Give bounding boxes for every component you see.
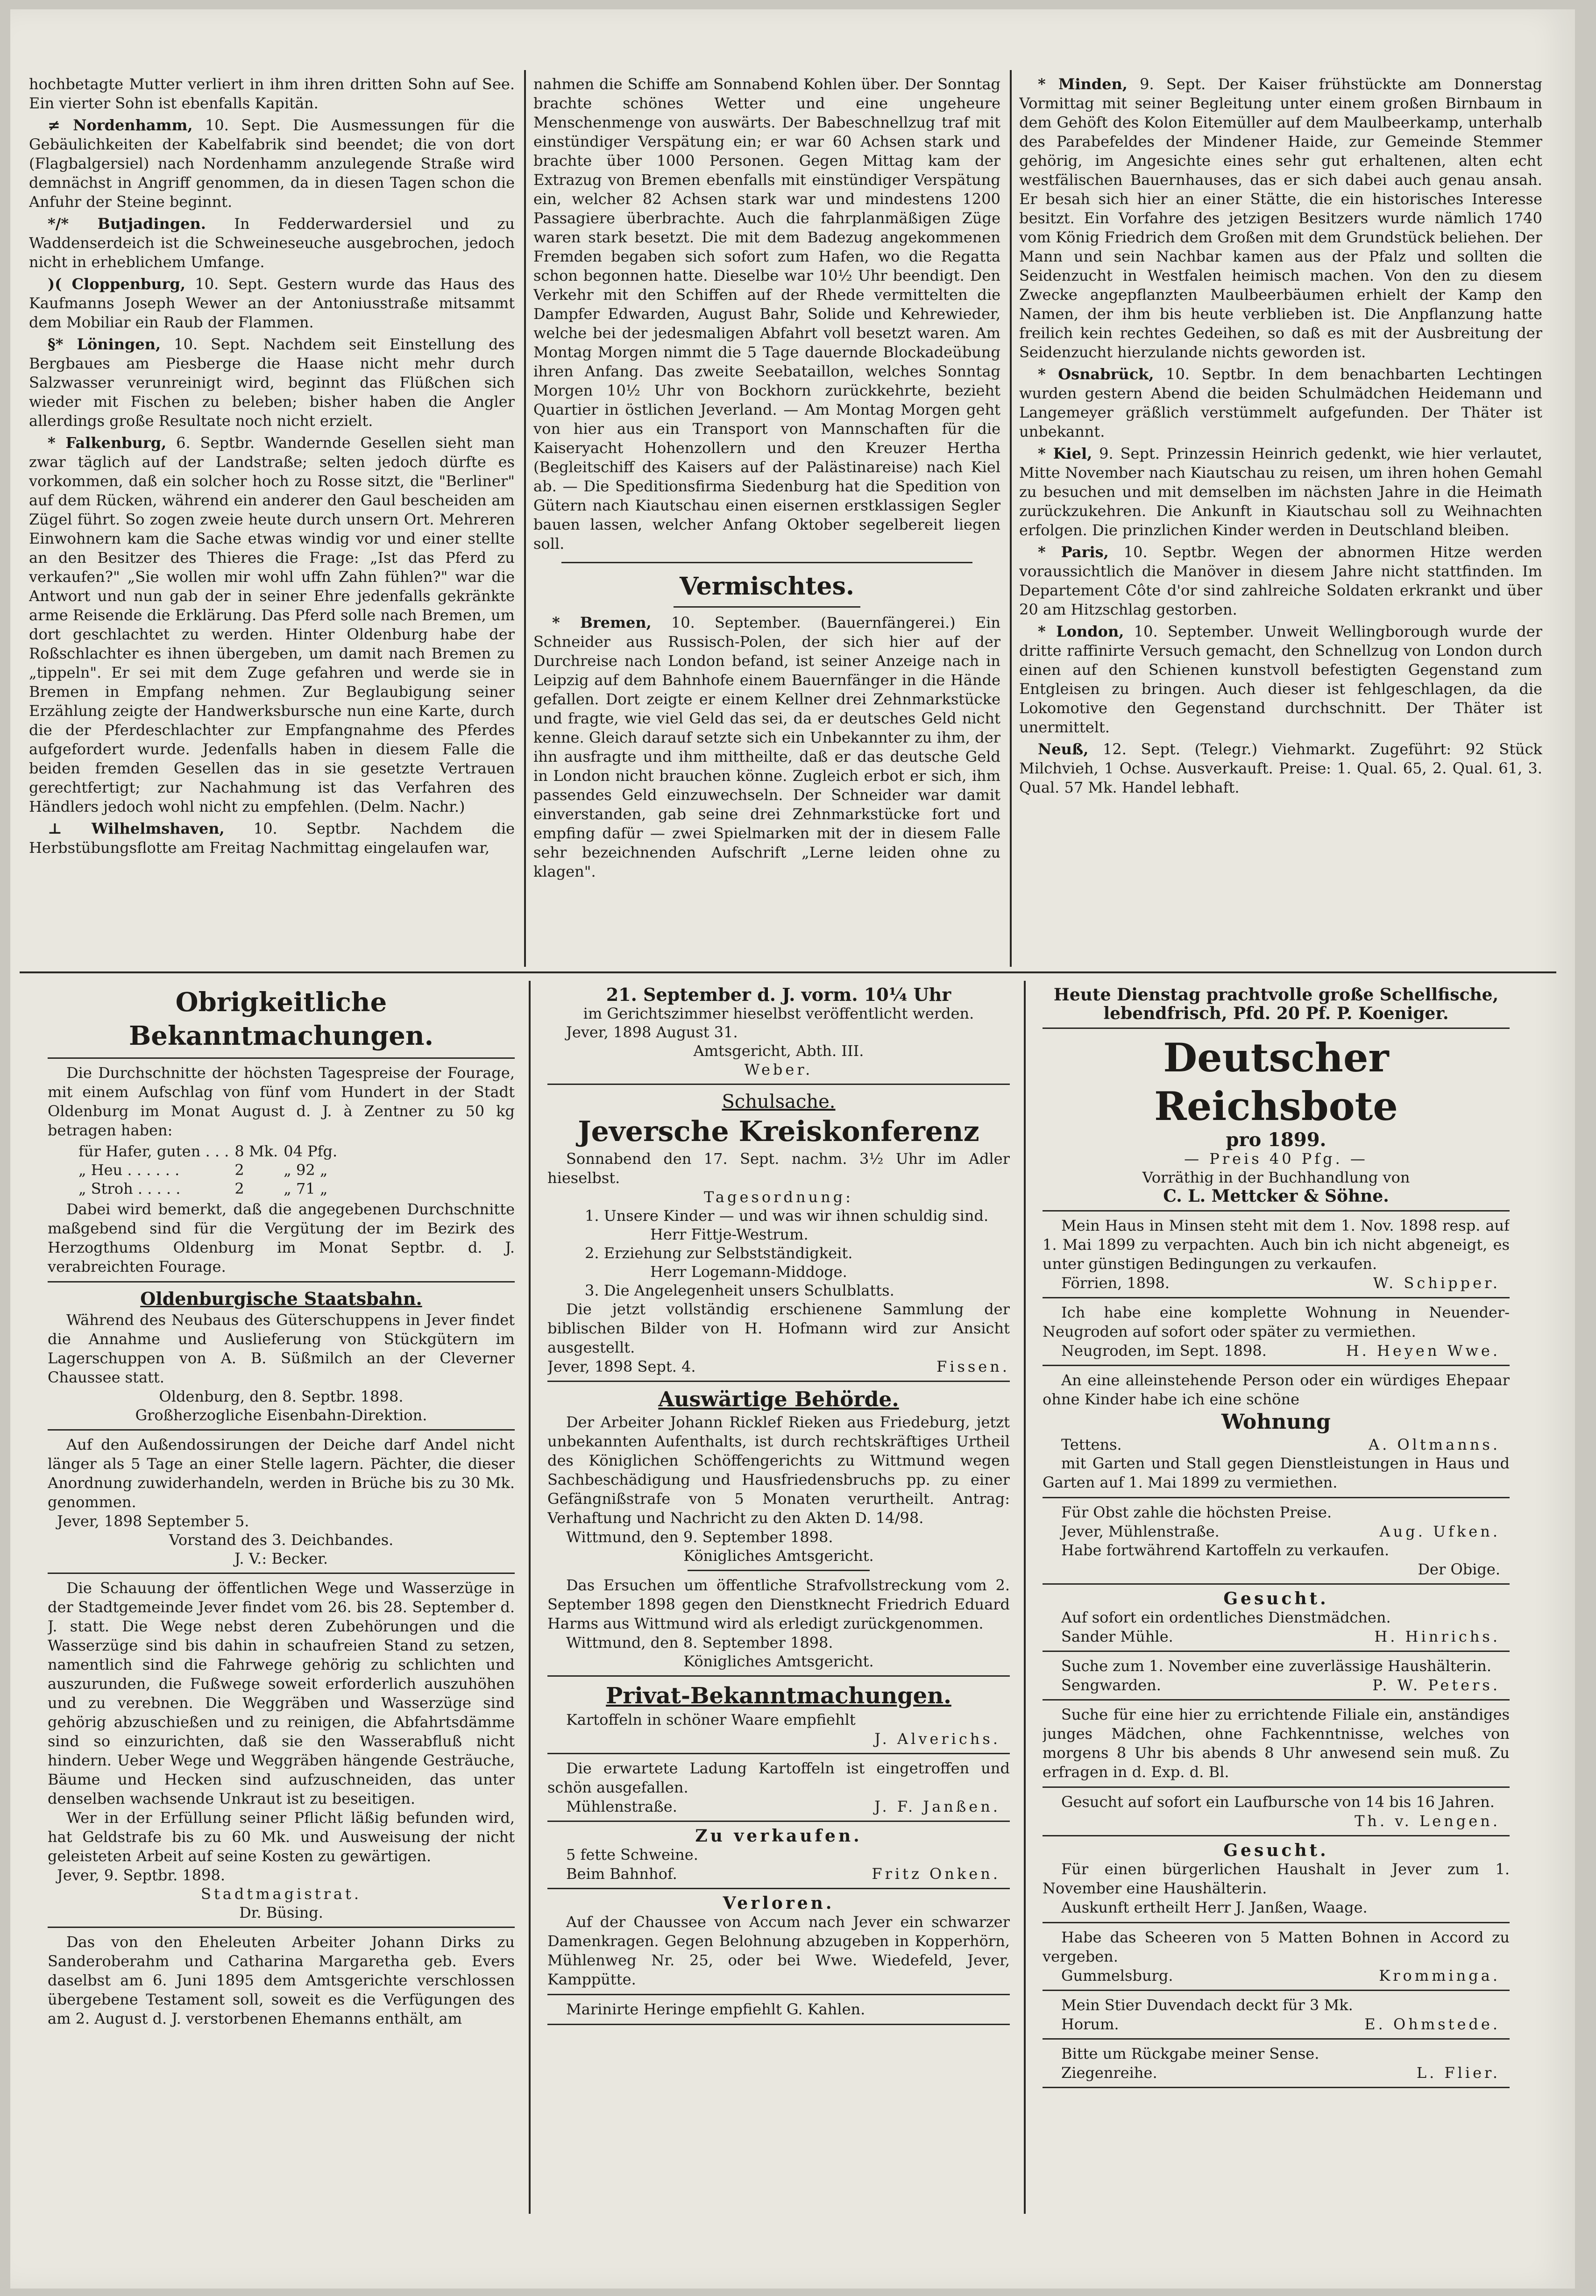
news-item [29,275,515,332]
news-item-place: * Kiel, [1038,445,1092,462]
divider [1043,2087,1510,2088]
ad-place: Förrien, 1898. [1061,1274,1170,1292]
divider [547,2024,1010,2025]
news-item-text: 6. Septbr. Wandernde Gesellen sieht man zwar täglich auf der Landstraße; selten jedoch dürfte es vorkommen, daß ein solcher hoch zu Rosse sitzt, die "Berliner" auf dem Rücken, während ein anderer den Gaul bescheiden am Zügel führt. So zogen zweie heute durch unsern Ort. Mehreren Einwohnern kam die Sache etwas windig vor und einer stellte an den Besitzer des Thieres die Frage: „Ist das Pferd zu verkaufen?" „Sie wollen mir wohl uffn Zahn fühlen?" war die Antwort und nun gab der in seiner Ehre jedenfalls gekränkte arme Reisende die Erklärung. Das Pferd solle nach Bremen, um dort geschlachtet zu werden. Hinter Oldenburg habe der Roßschlachter es ihnen übergeben, um damit nach Bremen zu „tippeln". Er sei mit dem Zuge gefahren und werde sie in Bremen in Empfang nehmen. Zur Beglaubigung seiner Erzählung zeigte der Handwerksbursche nun eine Karte, durch die der Pferdeschlachter zur Empfangnahme des Pferdes aufgefordert wurde. Jedenfalls haben in diesem Falle die beiden fremden Gesellen das in sie gesetzte Vertrauen gerechtfertigt; zur Nachahmung ist das Verfahren des Händlers jedoch wohl nicht zu empfehlen. (Delm. Nachr.) [29,434,515,815]
agenda-item: Herr Fittje-Westrum. [650,1226,809,1243]
ad-title: Zu verkaufen. [695,1826,862,1846]
divider [48,1429,515,1431]
classified-ad [1043,1657,1510,1694]
news-item-place: * London, [1038,623,1124,640]
divider [1043,1922,1510,1923]
classified-ads [1043,1216,1510,2088]
ad-title: Gesucht. [1223,1841,1329,1860]
price-cell: 04 Pfg. [284,1142,338,1160]
divider [48,1573,515,1574]
classified-ad [1043,1793,1510,1830]
news-item-text: 10. Sept. Nachdem seit Einstellung des Bergbaues am Piesberge die Haase nicht mehr durch Salzwasser verunreinigt wird, beginnt das Flüßchen sich wieder mit Fischen zu beleben; bisher haben die Angler allerdings große Resultate noch nicht erzielt. [29,335,515,430]
ad-signature-line [1043,1966,1510,1985]
news-item [29,116,515,212]
classified-ad [1043,2044,1510,2082]
divider [1043,1699,1510,1701]
reichsbote-availability: Vorräthig in der Buchhandlung von [1142,1169,1410,1186]
ad-place: Tettens. [1061,1436,1122,1453]
news-column-1 [29,75,515,962]
reichsbote-price: — Preis 40 Pfg. — [1184,1150,1368,1168]
right-ads-column [1043,985,1510,2275]
agenda-item: 1. Unsere Kinder — und was wir ihnen schuldig sind. [585,1207,989,1225]
ad-place: Gummelsburg. [1061,1967,1173,1984]
middle-ads-column [547,985,1010,2275]
ad-text: Habe das Scheeren von 5 Matten Bohnen in Accord zu vergeben. [1043,1928,1510,1965]
ad-signature: W. Schipper. [1373,1274,1500,1292]
news-item-text: 10. Septbr. Wegen der abnormen Hitze werden voraussichtlich die Manöver in diesem Jahre nicht stattfinden. Im Departement Côte d'or sind zahlreiche Soldaten erkrankt und über 20 am Hitzschlag gestorben. [1019,543,1542,618]
ad-text: Ich habe eine komplette Wohnung in Neuender-Neugroden auf sofort oder später zu vermiethen. [1043,1304,1510,1340]
agenda-item: Herr Logemann-Middoge. [650,1263,847,1281]
news-item-place: §* Löningen, [48,335,161,353]
ad-place: Horum. [1061,2015,1119,2033]
fourage-intro: Die Durchschnitte der höchsten Tagespreise der Fourage, mit einem Aufschlag von fünf vom Hundert in der Stadt Oldenburg im Monat August d. J. à Zentner zu 50 kg betragen haben: [48,1064,515,1139]
price-cell: 2 [234,1180,244,1198]
staatsbahn-signature: Großherzogliche Eisenbahn-Direktion. [135,1406,427,1424]
reichsbote-ad [1043,1034,1510,1205]
divider [547,1084,1010,1085]
schauung-signature-2: Dr. Büsing. [239,1904,323,1921]
ad-text: Mein Haus in Minsen steht mit dem 1. Nov. 1898 resp. auf 1. Mai 1899 zu verpachten. Auch bin ich nicht abgeneigt, es unter günstigen Bedingungen zu verkaufen. [1043,1217,1510,1273]
news-item [1019,543,1542,619]
testament-signature-2: Weber. [744,1061,813,1078]
ad-signature: L. Flier. [1416,2064,1500,2082]
column-rule [524,70,526,967]
divider [674,606,860,608]
divider [48,1057,515,1059]
column-rule [1024,981,1026,2214]
divider [561,562,972,563]
ad-title: Gesucht. [1223,1589,1329,1609]
column-rule [529,981,531,2214]
newspaper-page [10,9,1575,2289]
classified-ad [547,1894,1010,1989]
ad-signature-2: Der Obige. [1418,1560,1500,1578]
divider [1043,1835,1510,1836]
auswaertige-title: Auswärtige Behörde. [658,1388,899,1411]
news-item-text: nahmen die Schiffe am Sonnabend Kohlen über. Der Sonntag brachte schönes Wetter und eine ungeheure Menschenmenge von auswärts. Der Babeschnellzug traf mit einstündiger Verspätung ein; er war 60 Achsen stark und brachte über 1000 Personen. Gegen Mittag kam der Extrazug von Bremen ebenfalls mit einstündiger Verspätung ein, welcher 82 Achsen stark war und mindestens 1200 Passagiere überbrachte. Auch die fahrplanmäßigen Züge waren stark besetzt. Die mit dem Badezug angekommenen Fremden begaben sich sofort zum Hafen, wo die Regatta schon begonnen hatte. Dieselbe war 10½ Uhr beendigt. Den Verkehr mit den Schiffen auf der Rhede vermittelten die Dampfer Edwarden, August Bahr, Solide und Kehrewieder, welche bei der jedesmaligen Abfahrt voll besetzt waren. Am Montag Morgen nimmt die 5 Tage dauernde Blockadeübung ihren Anfang. Das zweite Seebataillon, welches Sonntag Morgen 10½ Uhr von Bockhorn zurückkehrte, bezieht Quartier in östlichen Jeverland. — Am Montag Morgen geht von hier aus ein Transport von Mannschaften für die Kaiseryacht Hohenzollern und den Kreuzer Hertha (Begleitschiff des Kaisers auf der Palästinareise) nach Kiel ab. — Die Speditionsfirma Siedenburg hat die Spedition von Gütern nach Kiautschau einen eisernen erstklassigen Segler bauen lassen, welcher Anfang Oktober segelbereit liegen soll. [533,75,1000,553]
schellfisch-signature: P. Koeniger. [1336,1004,1449,1023]
reichsbote-title: Deutscher Reichsbote [1154,1035,1398,1129]
divider [547,1821,1010,1822]
kreiskonferenz-intro: Sonnabend den 17. Sept. nachm. 3½ Uhr im Adler hieselbst. [547,1150,1010,1187]
divider [48,1927,515,1928]
news-item-text: 10. Sept. Die Ausmessungen für die Gebäulichkeiten der Kabelfabrik sind beendet; die von dort (Flagbalgersiel) nach Nordenhamm anzulegende Straße wird demnächst in Angriff genommen, da in diesen Tagen schon die Anfuhr der Steine beginnt. [29,116,515,211]
ad-text-2: mit Garten und Stall gegen Dienstleistungen in Haus und Garten auf 1. Mai 1899 zu vermiethen. [1043,1454,1510,1491]
obrig-column [48,985,515,2275]
classified-ad [1043,1371,1510,1492]
schulsache-title: Schulsache. [722,1091,836,1113]
auswaertige-text: Der Arbeiter Johann Ricklef Rieken aus Friedeburg, jetzt unbekannten Aufenthalts, ist durch rechtskräftiges Urtheil des Königlichen Schöffengerichts zu Wittmund wegen Sachbeschädigung und Hausfriedensbruchs pp. zu einer Gefängnißstrafe von 5 Monaten verurtheilt. Antrag: Verhaftung und Nachricht zu den Akten D. 14/98. [547,1413,1010,1527]
price-cell: „ Stroh . . . . . [78,1180,181,1198]
price-cell: „ 71 „ [284,1180,328,1198]
ad-signature: Kromminga. [1379,1967,1500,1984]
news-item-place: ⊥ Wilhelmshaven, [48,820,225,837]
classified-ad [547,1710,1010,1748]
tagesordnung-title: Tagesordnung: [704,1188,853,1206]
news-column-3 [1019,75,1542,962]
signature-line [547,1357,1010,1376]
ad-signature-line [547,1864,1010,1883]
ad-place: Sengwarden. [1061,1676,1161,1694]
ad-signature: H. Heyen Wwe. [1346,1342,1500,1360]
ad-text: Bitte um Rückgabe meiner Sense. [1061,2045,1319,2062]
classified-ad [1043,1996,1510,2034]
privat-title: Privat-Bekanntmachungen. [606,1683,951,1709]
price-row [76,1142,340,1161]
price-cell: 2 [234,1161,244,1179]
ad-text: Für Obst zahle die höchsten Preise. [1061,1503,1332,1521]
divider [1043,1297,1510,1298]
ad-text: Mein Stier Duvendach deckt für 3 Mk. [1061,1996,1353,2014]
ersuchen-signature: Königliches Amtsgericht. [683,1652,874,1670]
news-item-text: 12. Sept. (Telegr.) Viehmarkt. Zugeführt: 92 Stück Milchvieh, 1 Ochse. Ausverkauft. Preise: 1. Qual. 65, 2. Qual. 61, 3. Qual. 57 Mk. Handel lebhaft. [1019,740,1542,796]
news-item-text: hochbetagte Mutter verliert in ihm ihren dritten Sohn auf See. Ein vierter Sohn ist ebenfalls Kapitän. [29,75,515,112]
ad-text: Für einen bürgerlichen Haushalt in Jever zum 1. November eine Haushälterin. [1043,1860,1510,1897]
ad-signature: H. Hinrichs. [1374,1628,1500,1645]
agenda-item: 2. Erziehung zur Selbstständigkeit. [585,1244,853,1262]
news-item [1019,75,1542,362]
divider [1043,1210,1510,1212]
news-item [1019,444,1542,540]
fourage-outro: Dabei wird bemerkt, daß die angegebenen Durchschnitte maßgebend sind für die Vergütung der im Bezirk des Herzogthums Oldenburg im Monat Septbr. d. J. verabreichten Fourage. [48,1200,515,1276]
ad-signature-line [547,1797,1010,1816]
testament-date-line: 21. September d. J. vorm. 10¼ Uhr [606,985,951,1005]
news-item-text: 10. September. (Bauernfängerei.) Ein Schneider aus Russisch-Polen, der sich hier auf der Durchreise nach London befand, ist seiner Anzeige nach in Leipzig auf dem Bahnhofe einem Bauernfänger in die Hände gefallen. Dort zeigte er einem Kellner drei Zehnmarkstücke und fragte, wie viel Geld das sei, da er deutsches Geld nicht kenne. Gleich darauf setzte sich ein Unbekannter zu ihm, der ihn ausfragte und ihm mittheilte, daß er das deutsche Geld in London nicht brauchen könne. Zugleich erbot er sich, ihm passendes Geld einzuwechseln. Der Schneider war damit einverstanden, gab seine drei Zehnmarkstücke fort und empfing dafür — zwei Spielmarken mit der in diesem Falle sehr bezeichnenden Aufschrift „Lerne leiden ohne zu klagen". [533,614,1000,880]
schauung-text: Die Schauung der öffentlichen Wege und Wasserzüge in der Stadtgemeinde Jever findet vom 26. bis 28. September d. J. statt. Die Wege nebst deren Zubehörungen und die Wasserzüge sind bis dahin in schaufreien Stand zu setzen, namentlich sind die Fahrwege gehörig zu schlichten und auszurunden, die Fußwege soweit erforderlich auszuhöhen und zu verebnen. Die Weggräben und Wasserzüge sind gehörig abzuschießen und zu reinigen, die Abfahrtsdämme sind so einzurichten, daß sie den Wasserabfluß nicht hindern. Ueber Wege und Weggräben hängende Gesträuche, Bäume und Hecken sind aufzuschneiden, das unter denselben wachsende Unkraut ist zu beseitigen. [48,1579,515,1807]
news-item-text: In Fedderwardersiel und zu Waddenserdeich ist die Schweineseuche ausgebrochen, jedoch nicht in erheblichem Umfange. [29,215,515,271]
classified-ad [1043,1928,1510,1985]
ersuchen-text: Das Ersuchen um öffentliche Strafvollstreckung vom 2. September 1898 gegen den Dienstknecht Friedrich Eduard Harms aus Wittmund wird als erledigt zurückgenommen. [547,1576,1010,1632]
news-item-place: * Paris, [1038,543,1109,561]
ad-title: Wohnung [1221,1410,1331,1434]
staatsbahn-text: Während des Neubaus des Güterschuppens in Jever findet die Annahme und Auslieferung von Stückgütern im Lagerschuppen von A. B. Süßmilch an der Cleverner Chaussee statt. [48,1311,515,1386]
deich-signature: Vorstand des 3. Deichbandes. [169,1531,394,1549]
ad-signature-line [1043,1627,1510,1646]
divider [547,1675,1010,1677]
news-column-2 [533,75,1000,962]
news-item-place: ≠ Nordenhamm, [48,116,193,134]
price-cell: „ Heu . . . . . . [78,1161,180,1179]
ad-place: Mühlenstraße. [566,1798,677,1815]
vermischtes-title: Vermischtes. [679,572,855,601]
divider [1043,1786,1510,1788]
divider [1043,2038,1510,2040]
obrig-title: Obrigkeitliche Bekanntmachungen. [128,987,434,1051]
ad-text: Auf sofort ein ordentliches Dienstmädchen. [1061,1609,1391,1626]
staatsbahn-title: Oldenburgische Staatsbahn. [140,1288,422,1309]
deich-signature-2: J. V.: Becker. [234,1550,328,1567]
ad-text-2: Habe fortwährend Kartoffeln zu verkaufen. [1061,1541,1390,1559]
price-row [76,1161,340,1179]
staatsbahn-date: Oldenburg, den 8. Septbr. 1898. [159,1388,404,1405]
kreiskonferenz-note: Die jetzt vollständig erschienene Sammlung der biblischen Bilder von H. Hofmann wird zur Ansicht ausgestellt. [547,1300,1010,1356]
agenda-item: 3. Die Angelegenheit unsers Schulblatts. [585,1282,894,1299]
price-row [76,1179,340,1198]
price-cell: für Hafer, guten . . . [78,1142,229,1160]
kreiskonferenz-notice [547,1090,1010,1376]
news-item-place: )( Cloppenburg, [48,275,185,293]
ad-signature-line [547,1729,1010,1748]
ad-signature-line [1043,1812,1510,1830]
ad-text: Die erwartete Ladung Kartoffeln ist eingetroffen und schön ausgefallen. [547,1759,1010,1796]
news-item-text: 10. Sept. Gestern wurde das Haus des Kaufmanns Joseph Wewer an der Antoniusstraße mitsammt dem Mobiliar ein Raub der Flammen. [29,275,515,331]
news-item-text: 10. Septbr. Nachdem die Herbstübungsflotte am Freitag Nachmittag eingelaufen war, [29,820,515,857]
divider [547,1888,1010,1889]
testament-notice [48,1933,515,2028]
divider [1043,1365,1510,1366]
ad-text: Suche für eine hier zu errichtende Filiale ein, anständiges junges Mädchen, ohne Fachkenntnisse, welches von morgens 8 Uhr bis abends 8 Uhr anwesend sein muß. Zu erfragen in d. Exp. d. Bl. [1043,1706,1510,1781]
ad-title: Verloren. [723,1893,835,1913]
testament-text: Das von den Eheleuten Arbeiter Johann Dirks zu Sanderoberahm und Catharina Margaretha geb. Evers daselbst am 6. Juni 1895 dem Amtsgerichte verschlossen übergebene Testament soll, soweit es die Verfügungen des am 2. August d. J. verstorbenen Ehemanns enthält, am [48,1933,515,2027]
divider [547,1994,1010,1995]
ad-signature: Fritz Onken. [872,1865,1000,1883]
fourage-price-table [76,1142,340,1198]
ad-text: 5 fette Schweine. [566,1846,698,1864]
price-cell: 8 Mk. [234,1142,278,1160]
ad-text: Auf der Chaussee von Accum nach Jever ein schwarzer Damenkragen. Gegen Belohnung abzugeben in Kopperhörn, Mühlenweg Nr. 25, oder bei Wwe. Wiedefeld, Jever, Kamppütte. [547,1913,1010,1988]
obrig-fourage [48,1063,515,1276]
ad-signature: A. Oltmanns. [1368,1436,1500,1453]
news-item [1019,365,1542,441]
classified-ad [547,1759,1010,1816]
reichsbote-firm: C. L. Mettcker & Söhne. [1163,1186,1389,1206]
news-item [533,613,1000,881]
auswaertige-notice [547,1387,1010,1671]
staatsbahn-notice [48,1287,515,1424]
news-item [29,214,515,272]
classified-ad [1043,1216,1510,1292]
news-item-text: 9. Sept. Prinzessin Heinrich gedenkt, wie hier verlautet, Mitte November nach Kiautschau zu reisen, um ihren hohen Gemahl zu besuchen und mit demselben im nächsten Jahre in die Heimath zurückzukehren. Die Ankunft in Kiautschau soll zu Weihnachten erfolgen. Die prinzlichen Kinder werden in Deutschland bleiben. [1019,445,1542,539]
ad-place: Jever, Mühlenstraße. [1061,1523,1220,1540]
news-item [29,819,515,857]
ad-place: Ziegenreihe. [1061,2064,1157,2082]
ad-text: Suche zum 1. November eine zuverlässige Haushälterin. [1061,1657,1492,1675]
classified-ad [1043,1303,1510,1360]
schellfisch-text: Heute Dienstag prachtvolle große Schellfische, lebendfrisch, Pfd. 20 Pf. [1053,985,1499,1023]
classified-ad [1043,1841,1510,1917]
classified-ad [1043,1705,1510,1782]
news-item-place: * Falkenburg, [48,434,167,452]
ad-signature: Aug. Ufken. [1379,1523,1500,1540]
ad-signature-line [1043,2063,1510,2082]
ad-signature-line [1043,1274,1510,1292]
ad-signature: J. F. Janßen. [874,1798,1000,1815]
divider [48,1281,515,1283]
reichsbote-year: pro 1899. [1226,1129,1326,1151]
testament-line: im Gerichtszimmer hieselbst veröffentlicht werden. [583,1005,974,1022]
divider [1043,1990,1510,1991]
kreiskonferenz-title: Jeversche Kreiskonferenz [578,1115,979,1148]
deich-date: Jever, 1898 September 5. [57,1512,249,1530]
news-item [29,433,515,816]
section-divider [20,971,1556,973]
news-item-text: 9. Sept. Der Kaiser frühstückte am Donnerstag Vormittag mit seiner Begleitung unter einem großen Birnbaum in dem Gehöft des Kolon Eitemüller auf dem Maulbeerkamp, unterhalb des Parabefeldes der Mindener Haide, zur Gemeinde Stemmer gehörig, im Angesichte eines sehr gut erhaltenen, alten echt westfälischen Bauernhauses, das er sich dabei auch genau ansah. Er besah sich hier an einer Stätte, die ein historisches Interesse besitzt. Ein Vorfahre des jetzigen Besitzers wurde nämlich 1740 vom König Friedrich dem Großen mit dem Grundstück beliehen. Der Mann und sein Nachbar kamen aus der Pfalz und sollten die Seidenzucht in Westfalen heimisch machen. Von den zu diesem Zwecke angepflanzten Maulbeerbäumen erhielt der Kamp den Namen, der ihm bis heute verblieben ist. Die Anpflanzung hatte freilich kein rechtes Gedeihen, so daß es mit der Ausbreitung der Seidenzucht hierzulande nichts geworden ist. [1019,75,1542,361]
ad-signature: E. Ohmstede. [1364,2015,1500,2033]
ad-signature: J. Alverichs. [874,1730,1000,1748]
divider [547,1753,1010,1754]
news-item [533,75,1000,553]
ad-place: Beim Bahnhof. [566,1865,677,1883]
divider [1043,1583,1510,1585]
ad-signature-line [1043,1676,1510,1694]
ad-signature-line [1043,2015,1510,2034]
ad-text-2: Auskunft ertheilt Herr J. Janßen, Waage. [1061,1899,1368,1916]
news-item-place: Neuß, [1038,740,1089,758]
ad-signature: Th. v. Lengen. [1355,1812,1500,1830]
ad-signature-line [1043,1341,1510,1360]
kreiskonferenz-date: Jever, 1898 Sept. 4. [547,1358,696,1375]
news-item [29,335,515,431]
divider [547,1381,1010,1382]
news-item [1019,740,1542,797]
deich-text: Auf den Außendossirungen der Deiche darf Andel nicht länger als 5 Tage an einer Stelle lagern. Pächter, die dieser Anordnung zuwiderhandeln, werden in Brüche bis zu 30 Mk. genommen. [48,1436,515,1511]
news-item-text: 10. Septbr. In dem benachbarten Lechtingen wurden gestern Abend die beiden Schulmädchen Heidemann und Langemeyer gräßlich verstümmelt aufgefunden. Der Thäter ist unbekannt. [1019,365,1542,440]
ad-text: Gesucht auf sofort ein Laufbursche von 14 bis 16 Jahren. [1061,1793,1495,1811]
divider [688,1570,870,1571]
schauung-notice [48,1579,515,1922]
tagesordnung-list [547,1206,1010,1300]
ad-signature: P. W. Peters. [1372,1676,1500,1694]
classified-ad [547,1827,1010,1883]
news-item-place: * Bremen, [552,614,652,631]
ersuchen-date: Wittmund, den 8. September 1898. [566,1634,833,1651]
news-item-place: * Minden, [1038,75,1128,93]
testament-date: Jever, 1898 August 31. [566,1023,738,1041]
schauung-text-2: Wer in der Erfüllung seiner Pflicht läßig befunden wird, hat Geldstrafe bis zu 60 Mk. und Ausweisung der nicht geleisteten Arbeit auf seine Kosten zu gewärtigen. [48,1809,515,1865]
news-item-place: * Osnabrück, [1038,365,1154,383]
ad-text: An eine alleinstehende Person oder ein würdiges Ehepaar ohne Kinder habe ich eine schöne [1043,1371,1510,1408]
divider [1043,1028,1510,1029]
ad-place: Sander Mühle. [1061,1628,1173,1645]
divider [1043,1497,1510,1498]
ad-place: Neugroden, im Sept. 1898. [1061,1342,1267,1360]
kreiskonferenz-signature: Fissen. [936,1358,1010,1375]
classified-ad [1043,1503,1510,1579]
ad-text: Kartoffeln in schöner Waare empfiehlt [566,1711,856,1729]
divider [1043,1651,1510,1652]
auswaertige-date: Wittmund, den 9. September 1898. [566,1528,833,1546]
schauung-date: Jever, 9. Septbr. 1898. [57,1866,226,1884]
deich-notice [48,1435,515,1568]
ad-signature-line [1043,1435,1510,1454]
price-cell: „ 92 „ [284,1161,328,1179]
schellfisch-ad [1043,985,1510,1023]
news-item [1019,622,1542,737]
auswaertige-signature: Königliches Amtsgericht. [683,1547,874,1565]
private-ads [547,1710,1010,2025]
testament-signature: Amtsgericht, Abth. III. [693,1042,864,1060]
classified-ad [547,2000,1010,2019]
testament-continued [547,985,1010,1079]
column-rule [1010,70,1012,967]
ad-signature-line [1043,1522,1510,1541]
ad-text: Marinirte Heringe empfiehlt G. Kahlen. [566,2000,865,2018]
classified-ad [1043,1589,1510,1646]
schauung-signature: Stadtmagistrat. [200,1885,362,1903]
news-item [29,75,515,113]
news-item-place: */* Butjadingen. [48,215,206,233]
news-item-text: 10. September. Unweit Wellingborough wurde der dritte raffinirte Versuch gemacht, den Schnellzug von London durch einen auf den Schienen kunstvoll befestigten Gegenstand zum Entgleisen zu bringen. Auch dieser ist fehlgeschlagen, da die Lokomotive den Gegenstand durchschnitt. Der Thäter ist unermittelt. [1019,623,1542,736]
